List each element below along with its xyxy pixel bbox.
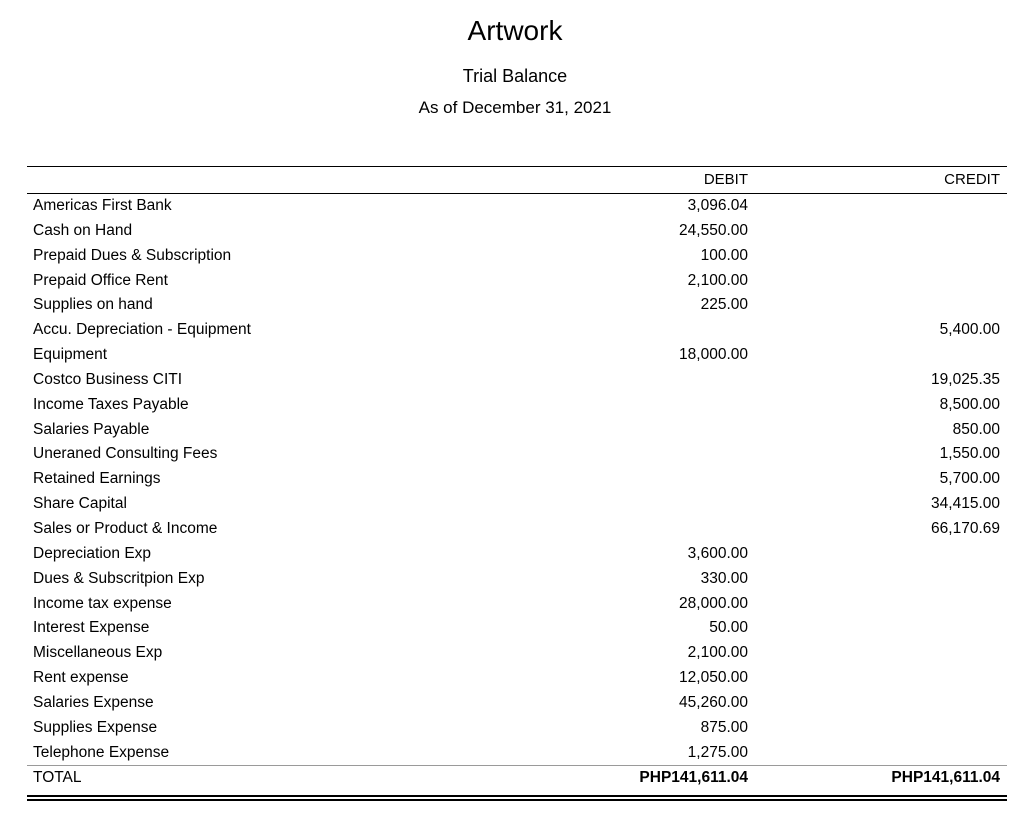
account-name: Supplies Expense: [33, 718, 158, 736]
account-name: Americas First Bank: [33, 197, 172, 214]
table-row: [27, 592, 1007, 617]
account-name: Equipment: [33, 346, 108, 364]
account-name: Depreciation Exp: [33, 544, 152, 562]
credit-amount: 5,700.00: [939, 470, 1000, 488]
account-name: Uneraned Consulting Fees: [33, 445, 218, 463]
debit-amount: 3,096.04: [687, 197, 748, 214]
double-underline: [27, 795, 1007, 801]
account-name: Accu. Depreciation - Equipment: [33, 321, 251, 339]
table-row: [27, 368, 1007, 393]
debit-amount: 330.00: [700, 569, 748, 587]
debit-amount: 2,100.00: [687, 271, 748, 289]
account-name: Share Capital: [33, 495, 127, 513]
table-row: [27, 194, 1007, 219]
debit-amount: 2,100.00: [687, 644, 748, 662]
total-credit: PHP141,611.04: [891, 769, 1000, 787]
table-row: [27, 716, 1007, 741]
table-row: [27, 567, 1007, 592]
debit-amount: 100.00: [700, 246, 748, 264]
credit-amount: 850.00: [952, 420, 1000, 438]
trial-balance-table: [27, 166, 1007, 801]
debit-amount: 12,050.00: [679, 669, 748, 687]
table-row: [27, 393, 1007, 418]
debit-amount: 875.00: [700, 718, 748, 736]
account-name: Supplies on hand: [33, 296, 153, 314]
account-name: Cash on Hand: [33, 221, 133, 239]
table-body: [27, 194, 1007, 765]
account-name: Costco Business CITI: [33, 370, 183, 388]
credit-amount: 34,415.00: [931, 495, 1000, 513]
account-name: Miscellaneous Exp: [33, 644, 163, 662]
table-row: [27, 418, 1007, 443]
table-row: [27, 293, 1007, 318]
debit-amount: 18,000.00: [679, 346, 748, 364]
account-name: Sales or Product & Income: [33, 519, 218, 537]
debit-amount: 28,000.00: [679, 594, 748, 612]
debit-amount: 225.00: [700, 296, 748, 314]
table-row: [27, 244, 1007, 269]
table-row: [27, 741, 1007, 766]
account-name: Interest Expense: [33, 619, 150, 637]
credit-amount: 1,550.00: [939, 445, 1000, 463]
total-row: [27, 765, 1007, 792]
table-row: [27, 666, 1007, 691]
table-row: [27, 616, 1007, 641]
account-name: Income tax expense: [33, 594, 172, 612]
table-header-row: [27, 167, 1007, 194]
credit-amount: 19,025.35: [931, 370, 1000, 388]
debit-amount: 45,260.00: [679, 693, 748, 711]
account-name: Salaries Payable: [33, 420, 150, 438]
credit-column-header: CREDIT: [944, 171, 1000, 188]
debit-amount: 50.00: [709, 619, 748, 637]
table-row: [27, 542, 1007, 567]
table-row: [27, 318, 1007, 343]
account-name: Rent expense: [33, 669, 129, 687]
table-row: [27, 691, 1007, 716]
account-name: Salaries Expense: [33, 693, 154, 711]
account-name: Income Taxes Payable: [33, 395, 189, 413]
total-label: TOTAL: [33, 769, 82, 787]
account-name: Dues & Subscritpion Exp: [33, 569, 205, 587]
account-name: Prepaid Office Rent: [33, 271, 168, 289]
debit-amount: 1,275.00: [687, 743, 748, 761]
debit-amount: 24,550.00: [679, 221, 748, 239]
credit-amount: 8,500.00: [939, 395, 1000, 413]
account-name: Telephone Expense: [33, 743, 170, 761]
report-date: As of December 31, 2021: [418, 98, 612, 117]
table-row: [27, 343, 1007, 368]
credit-amount: 5,400.00: [939, 321, 1000, 339]
table-row: [27, 442, 1007, 467]
debit-amount: 3,600.00: [687, 544, 748, 562]
report-title: Trial Balance: [462, 66, 568, 86]
table-row: [27, 517, 1007, 542]
account-name: Retained Earnings: [33, 470, 161, 488]
table-row: [27, 492, 1007, 517]
table-row: [27, 641, 1007, 666]
debit-column-header: DEBIT: [703, 171, 748, 188]
credit-amount: 66,170.69: [931, 519, 1000, 537]
total-debit: PHP141,611.04: [639, 769, 748, 787]
account-name: Prepaid Dues & Subscription: [33, 246, 232, 264]
table-row: [27, 467, 1007, 492]
table-row: [27, 219, 1007, 244]
company-name: Artwork: [467, 15, 563, 46]
table-row: [27, 269, 1007, 294]
